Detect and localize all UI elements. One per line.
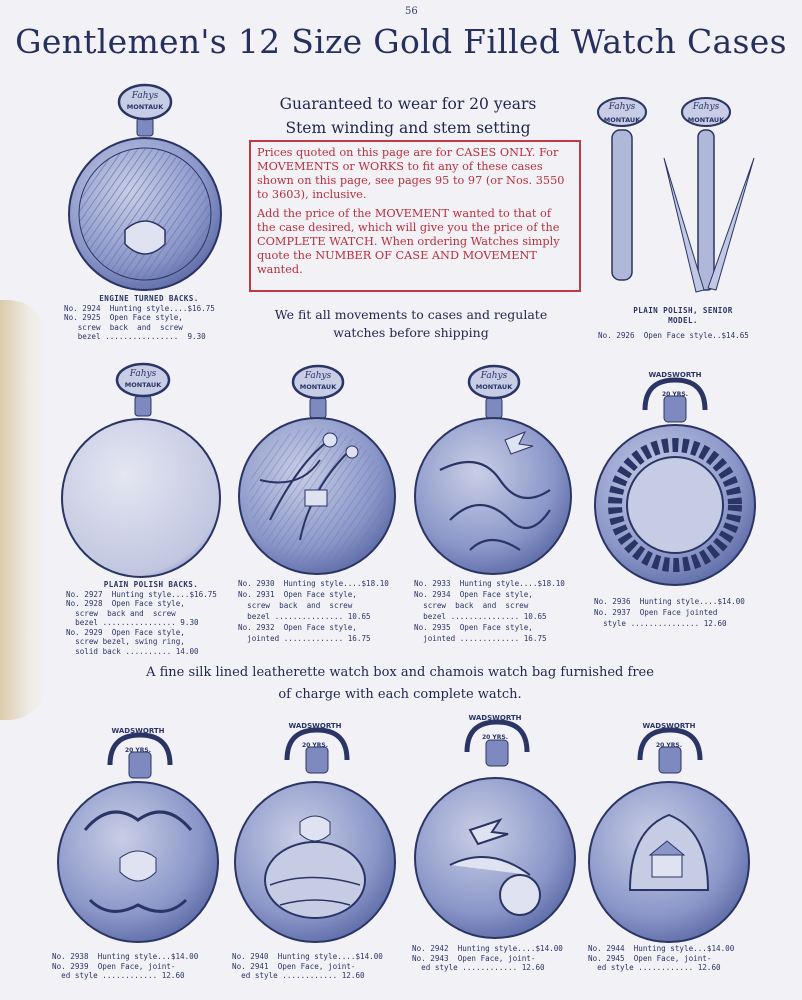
- caption-2933: No. 2933 Hunting style....$18.10 No. 2934 Open Face style, screw back and screw bezel ............... 10.65 No. 2935 Open Face style, jointed ............. 16.75: [414, 579, 565, 643]
- brand-montauk-2b: MONTAUK: [687, 116, 725, 124]
- brand-wadsworth-2: WADSWORTH: [111, 727, 165, 735]
- watch-house-2944: [589, 730, 749, 942]
- brand-wadsworth-3: WADSWORTH: [288, 722, 342, 730]
- brand-montauk-2a: MONTAUK: [603, 116, 641, 124]
- brand-wadsworth-4: WADSWORTH: [468, 714, 522, 722]
- watch-landscape-2940: [235, 730, 395, 942]
- brand-fahys-3: Fahys: [129, 369, 157, 379]
- brand-montauk-4: MONTAUK: [299, 383, 337, 391]
- page-title: Gentlemen's 12 Size Gold Filled Watch Cases: [15, 22, 787, 61]
- notice-paragraph-2: Add the price of the MOVEMENT wanted to that of the case desired, which will give you the price of the COMPLETE WATCH. When ordering Watches simply quote the NUMBER OF CASE AND MOVEMENT wanted.: [257, 207, 560, 276]
- brand-fahys-1: Fahys: [131, 91, 159, 101]
- brand-wadsworth-5: WADSWORTH: [642, 722, 696, 730]
- caption-2936: No. 2936 Hunting style....$14.00 No. 2937 Open Face jointed style ............... 12.60: [594, 597, 745, 628]
- page-number: 56: [405, 6, 418, 17]
- brand-yrs-2: 20 YRS.: [124, 747, 152, 754]
- brand-fahys-4: Fahys: [304, 371, 332, 381]
- brand-wadsworth-1: WADSWORTH: [648, 371, 702, 379]
- caption-2942: No. 2942 Hunting style....$14.00 No. 2943 Open Face, joint- ed style ............ 12.60: [412, 944, 563, 972]
- watch-plain-polish: [62, 364, 220, 577]
- brand-yrs-3: 20 YRS.: [301, 742, 329, 749]
- brand-yrs-5: 20 YRS.: [655, 742, 683, 749]
- brand-montauk-1: MONTAUK: [126, 103, 164, 111]
- caption-2930: No. 2930 Hunting style....$18.10 No. 2931 Open Face style, screw back and screw bezel ............... 10.65 No. 2932 Open Face style, jointed ............. 16.75: [238, 579, 389, 643]
- guarantee-tagline: Guaranteed to wear for 20 years Stem winding and stem setting: [279, 95, 537, 137]
- watch-box-note: A fine silk lined leatherette watch box and chamois watch bag furnished free of charge with each complete watch.: [146, 665, 654, 702]
- watch-shield-2938: [58, 735, 218, 942]
- fit-movements-note: We fit all movements to cases and regulate watches before shipping: [274, 307, 548, 340]
- caption-2938: No. 2938 Hunting style...$14.00 No. 2939 Open Face, joint- ed style ............ 12.60: [52, 952, 199, 980]
- caption-senior-model: PLAIN POLISH, SENIOR MODEL. No. 2926 Open Face style..$14.65: [598, 306, 749, 340]
- brand-fahys-5: Fahys: [480, 371, 508, 381]
- notice-paragraph-1: Prices quoted on this page are for CASES ONLY. For MOVEMENTS or WORKS to fit any of these cases shown on this page, see pages 95 to 97 (or Nos. 3550 to 3603), inclusive.: [257, 146, 565, 201]
- watch-bird-2933: [415, 366, 571, 574]
- caption-2944: No. 2944 Hunting style...$14.00 No. 2945 Open Face, joint- ed style ............ 12.60: [588, 944, 735, 972]
- watch-senior-model: [598, 98, 754, 292]
- brand-montauk-3: MONTAUK: [124, 381, 162, 389]
- brand-fahys-2b: Fahys: [692, 102, 720, 112]
- brand-yrs-4: 20 YRS.: [481, 734, 509, 741]
- brand-montauk-5: MONTAUK: [475, 383, 513, 391]
- watch-floral-2930: [239, 366, 395, 574]
- brand-yrs-1: 20 YRS.: [661, 391, 689, 398]
- watch-wreath-2936: [595, 380, 755, 585]
- caption-engine-turned: ENGINE TURNED BACKS. No. 2924 Hunting style....$16.75 No. 2925 Open Face style, screw back and screw bezel ................ 9.30: [64, 294, 215, 341]
- watch-engine-turned: [69, 85, 221, 290]
- caption-2940: No. 2940 Hunting style....$14.00 No. 2941 Open Face, joint- ed style ............ 12.60: [232, 952, 383, 980]
- brand-fahys-2a: Fahys: [608, 102, 636, 112]
- caption-plain-polish: PLAIN POLISH BACKS. No. 2927 Hunting style....$16.75 No. 2928 Open Face style, screw back and screw bezel ................ 9.30 No. 2929 Open Face style, screw bezel, swing ring, solid back .......... 14.00: [66, 580, 217, 656]
- watch-bird-2942: [415, 722, 575, 938]
